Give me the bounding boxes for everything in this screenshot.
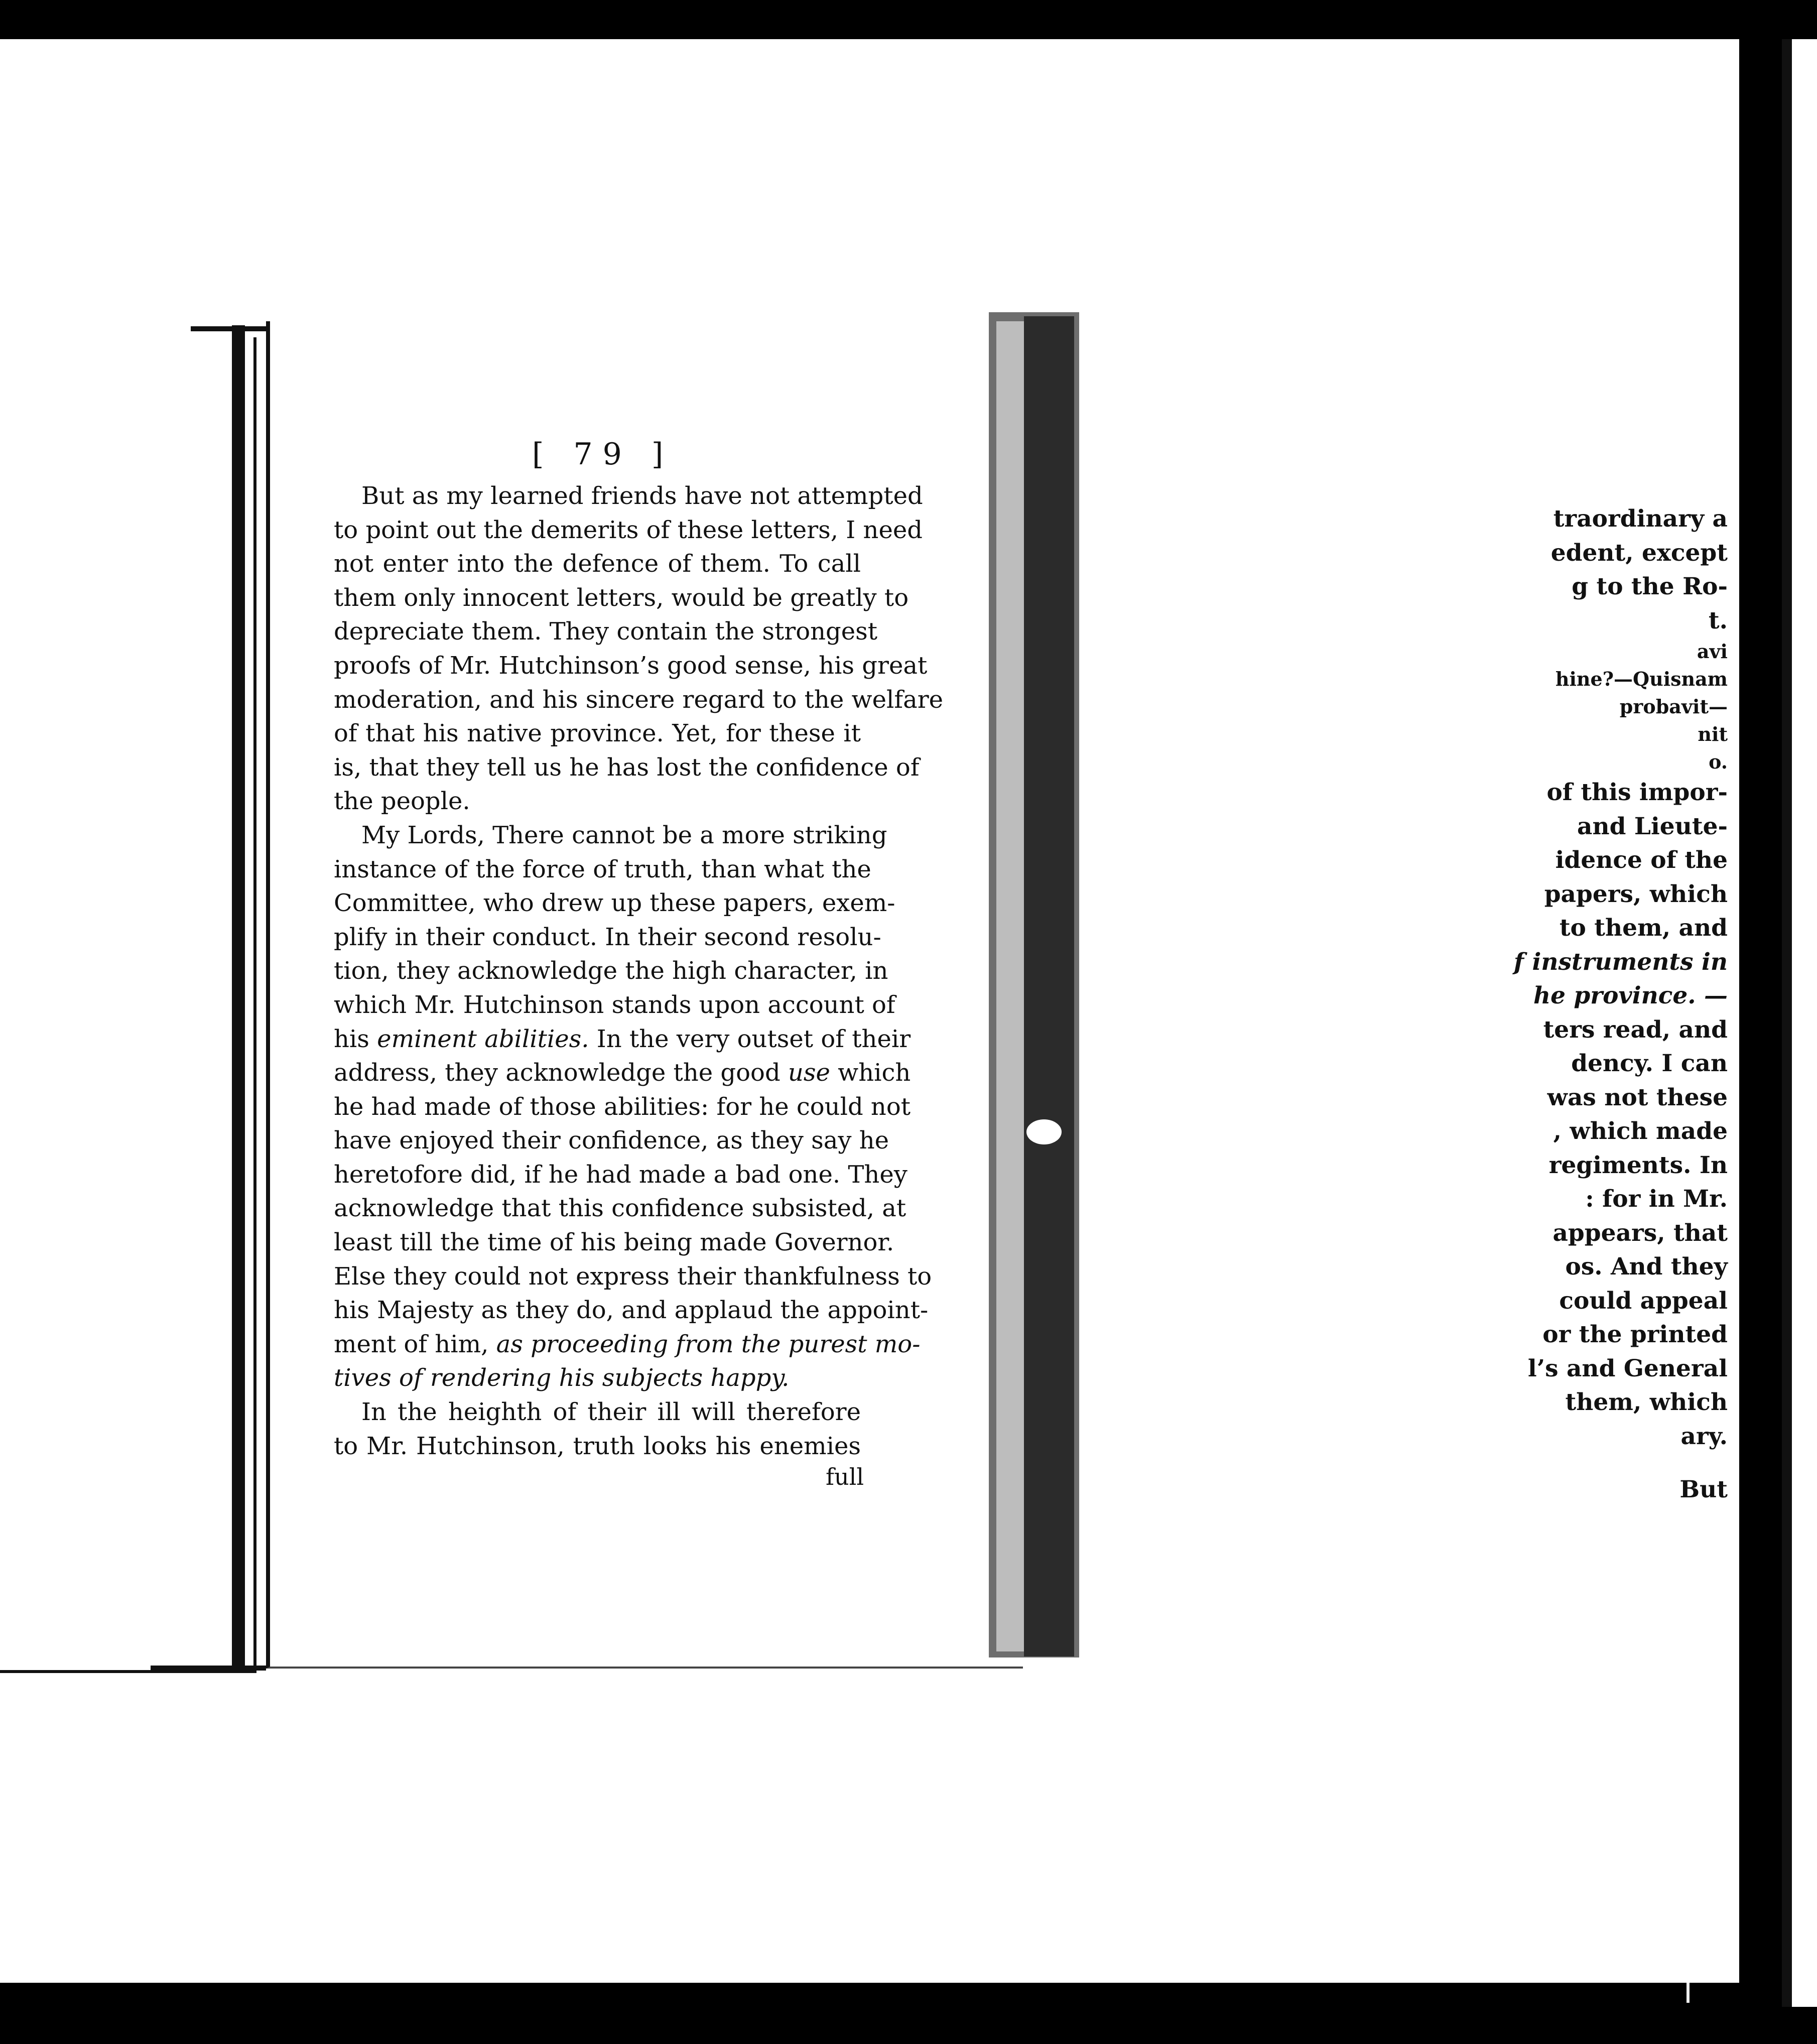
page-edges-light [996, 321, 1024, 1651]
text-line: But as my learned friends have not attempted [361, 482, 923, 510]
text-line: which Mr. Hutchinson stands upon account of [334, 990, 895, 1019]
text-run: address, they acknowledge the good [334, 1059, 788, 1087]
text-line: Else they could not express their thankfulness to [334, 1262, 932, 1291]
text-line: In the heighth of their ill will therefore [361, 1398, 861, 1427]
left-text-line: he province. — [1533, 982, 1728, 1009]
left-page-bottom-edge [151, 1666, 266, 1671]
text-line: Committee, who drew up these papers, exem- [334, 889, 895, 918]
text-line: he had made of those abilities: for he could not [334, 1092, 911, 1121]
left-text-line: t. [1708, 606, 1728, 634]
left-text-line: nit [1698, 723, 1728, 745]
text-line [334, 1023, 911, 1057]
scan-mark [1686, 1983, 1690, 2003]
left-text-line: traordinary a [1553, 505, 1728, 533]
left-text-line: os. And they [1565, 1253, 1728, 1281]
text-line: moderation, and his sincere regard to the welfare [334, 685, 944, 714]
text-line [334, 1361, 861, 1395]
left-text-line: papers, which [1544, 880, 1728, 908]
left-page-text [1376, 502, 1728, 1453]
right-page-catchword: full [826, 1463, 864, 1490]
text-line: of that his native province. Yet, for these it [334, 719, 861, 748]
left-page-catchword: But [1679, 1476, 1728, 1503]
left-text-line: ters read, and [1543, 1015, 1728, 1044]
text-run: which [830, 1059, 911, 1087]
left-text-line: probavit— [1619, 695, 1728, 718]
left-text-line: appears, that [1552, 1219, 1728, 1247]
page-edges-dark [1024, 316, 1074, 1656]
text-line: heretofore did, if he had made a bad one. They [334, 1160, 907, 1189]
text-line: My Lords, There cannot be a more striking [361, 821, 887, 849]
text-line: proofs of Mr. Hutchinson’s good sense, his great [334, 651, 928, 680]
left-text-line: ary. [1680, 1422, 1728, 1450]
scan-border-right [1782, 39, 1792, 2007]
page-edge-notch [1026, 1119, 1062, 1144]
right-page-text [334, 479, 944, 1463]
left-text-line: to them, and [1559, 914, 1728, 942]
text-run: his [334, 1025, 377, 1053]
text-line: instance of the force of truth, than what the [334, 855, 871, 883]
left-text-line: edent, except [1550, 539, 1728, 567]
text-line: have enjoyed their confidence, as they say he [334, 1126, 889, 1155]
italic-text-run: use [788, 1059, 830, 1087]
left-text-line: o. [1709, 750, 1728, 773]
left-text-line: dency. I can [1571, 1050, 1728, 1077]
book-gutter [232, 325, 245, 1671]
text-line: plify in their conduct. In their second resolu- [334, 923, 881, 951]
left-text-line: was not these [1547, 1083, 1728, 1111]
text-line [334, 1056, 911, 1090]
left-text-line: idence of the [1555, 846, 1728, 874]
text-line: the people. [334, 787, 470, 816]
text-line: to point out the demerits of these letters, I need [334, 516, 923, 544]
italic-text-run: eminent abilities. [377, 1025, 589, 1053]
left-text-line: hine?—Quisnam [1555, 668, 1728, 690]
text-line [334, 1328, 921, 1362]
left-text-line: regiments. In [1548, 1151, 1728, 1179]
text-line: least till the time of his being made Governor. [334, 1228, 894, 1257]
left-facing-page [0, 337, 256, 1673]
left-text-line: avi [1697, 640, 1728, 663]
text-line: them only innocent letters, would be greatly to [334, 583, 909, 612]
left-text-line: f instruments in [1513, 948, 1728, 976]
text-line: depreciate them. They contain the strongest [334, 617, 878, 646]
left-text-line: could appeal [1559, 1287, 1728, 1315]
text-run: ment of him, [334, 1330, 496, 1358]
left-text-line: or the printed [1542, 1321, 1728, 1348]
left-text-line: and Lieute- [1577, 812, 1728, 840]
text-line: to Mr. Hutchinson, truth looks his enemies [334, 1432, 861, 1460]
text-line: his Majesty as they do, and applaud the appoint- [334, 1296, 929, 1325]
italic-text-run: as proceeding from the purest mo- [496, 1330, 921, 1358]
text-line: not enter into the defence of them. To call [334, 550, 861, 578]
page-number: [ 79 ] [532, 437, 674, 472]
text-line: is, that they tell us he has lost the confidence of [334, 753, 920, 782]
left-text-line: of this impor- [1546, 779, 1728, 806]
text-run: In the very outset of their [589, 1025, 911, 1053]
left-text-line: : for in Mr. [1585, 1185, 1728, 1213]
text-line: tion, they acknowledge the high character, in [334, 957, 888, 985]
left-text-line: , which made [1553, 1117, 1728, 1145]
next-page-sliver [1792, 39, 1817, 2007]
left-text-line: them, which [1565, 1388, 1728, 1416]
left-text-line: g to the Ro- [1572, 573, 1728, 600]
left-text-line: l’s and General [1527, 1354, 1728, 1382]
text-line: acknowledge that this confidence subsisted, at [334, 1194, 906, 1223]
italic-text-run: tives of rendering his subjects happy. [334, 1364, 790, 1392]
